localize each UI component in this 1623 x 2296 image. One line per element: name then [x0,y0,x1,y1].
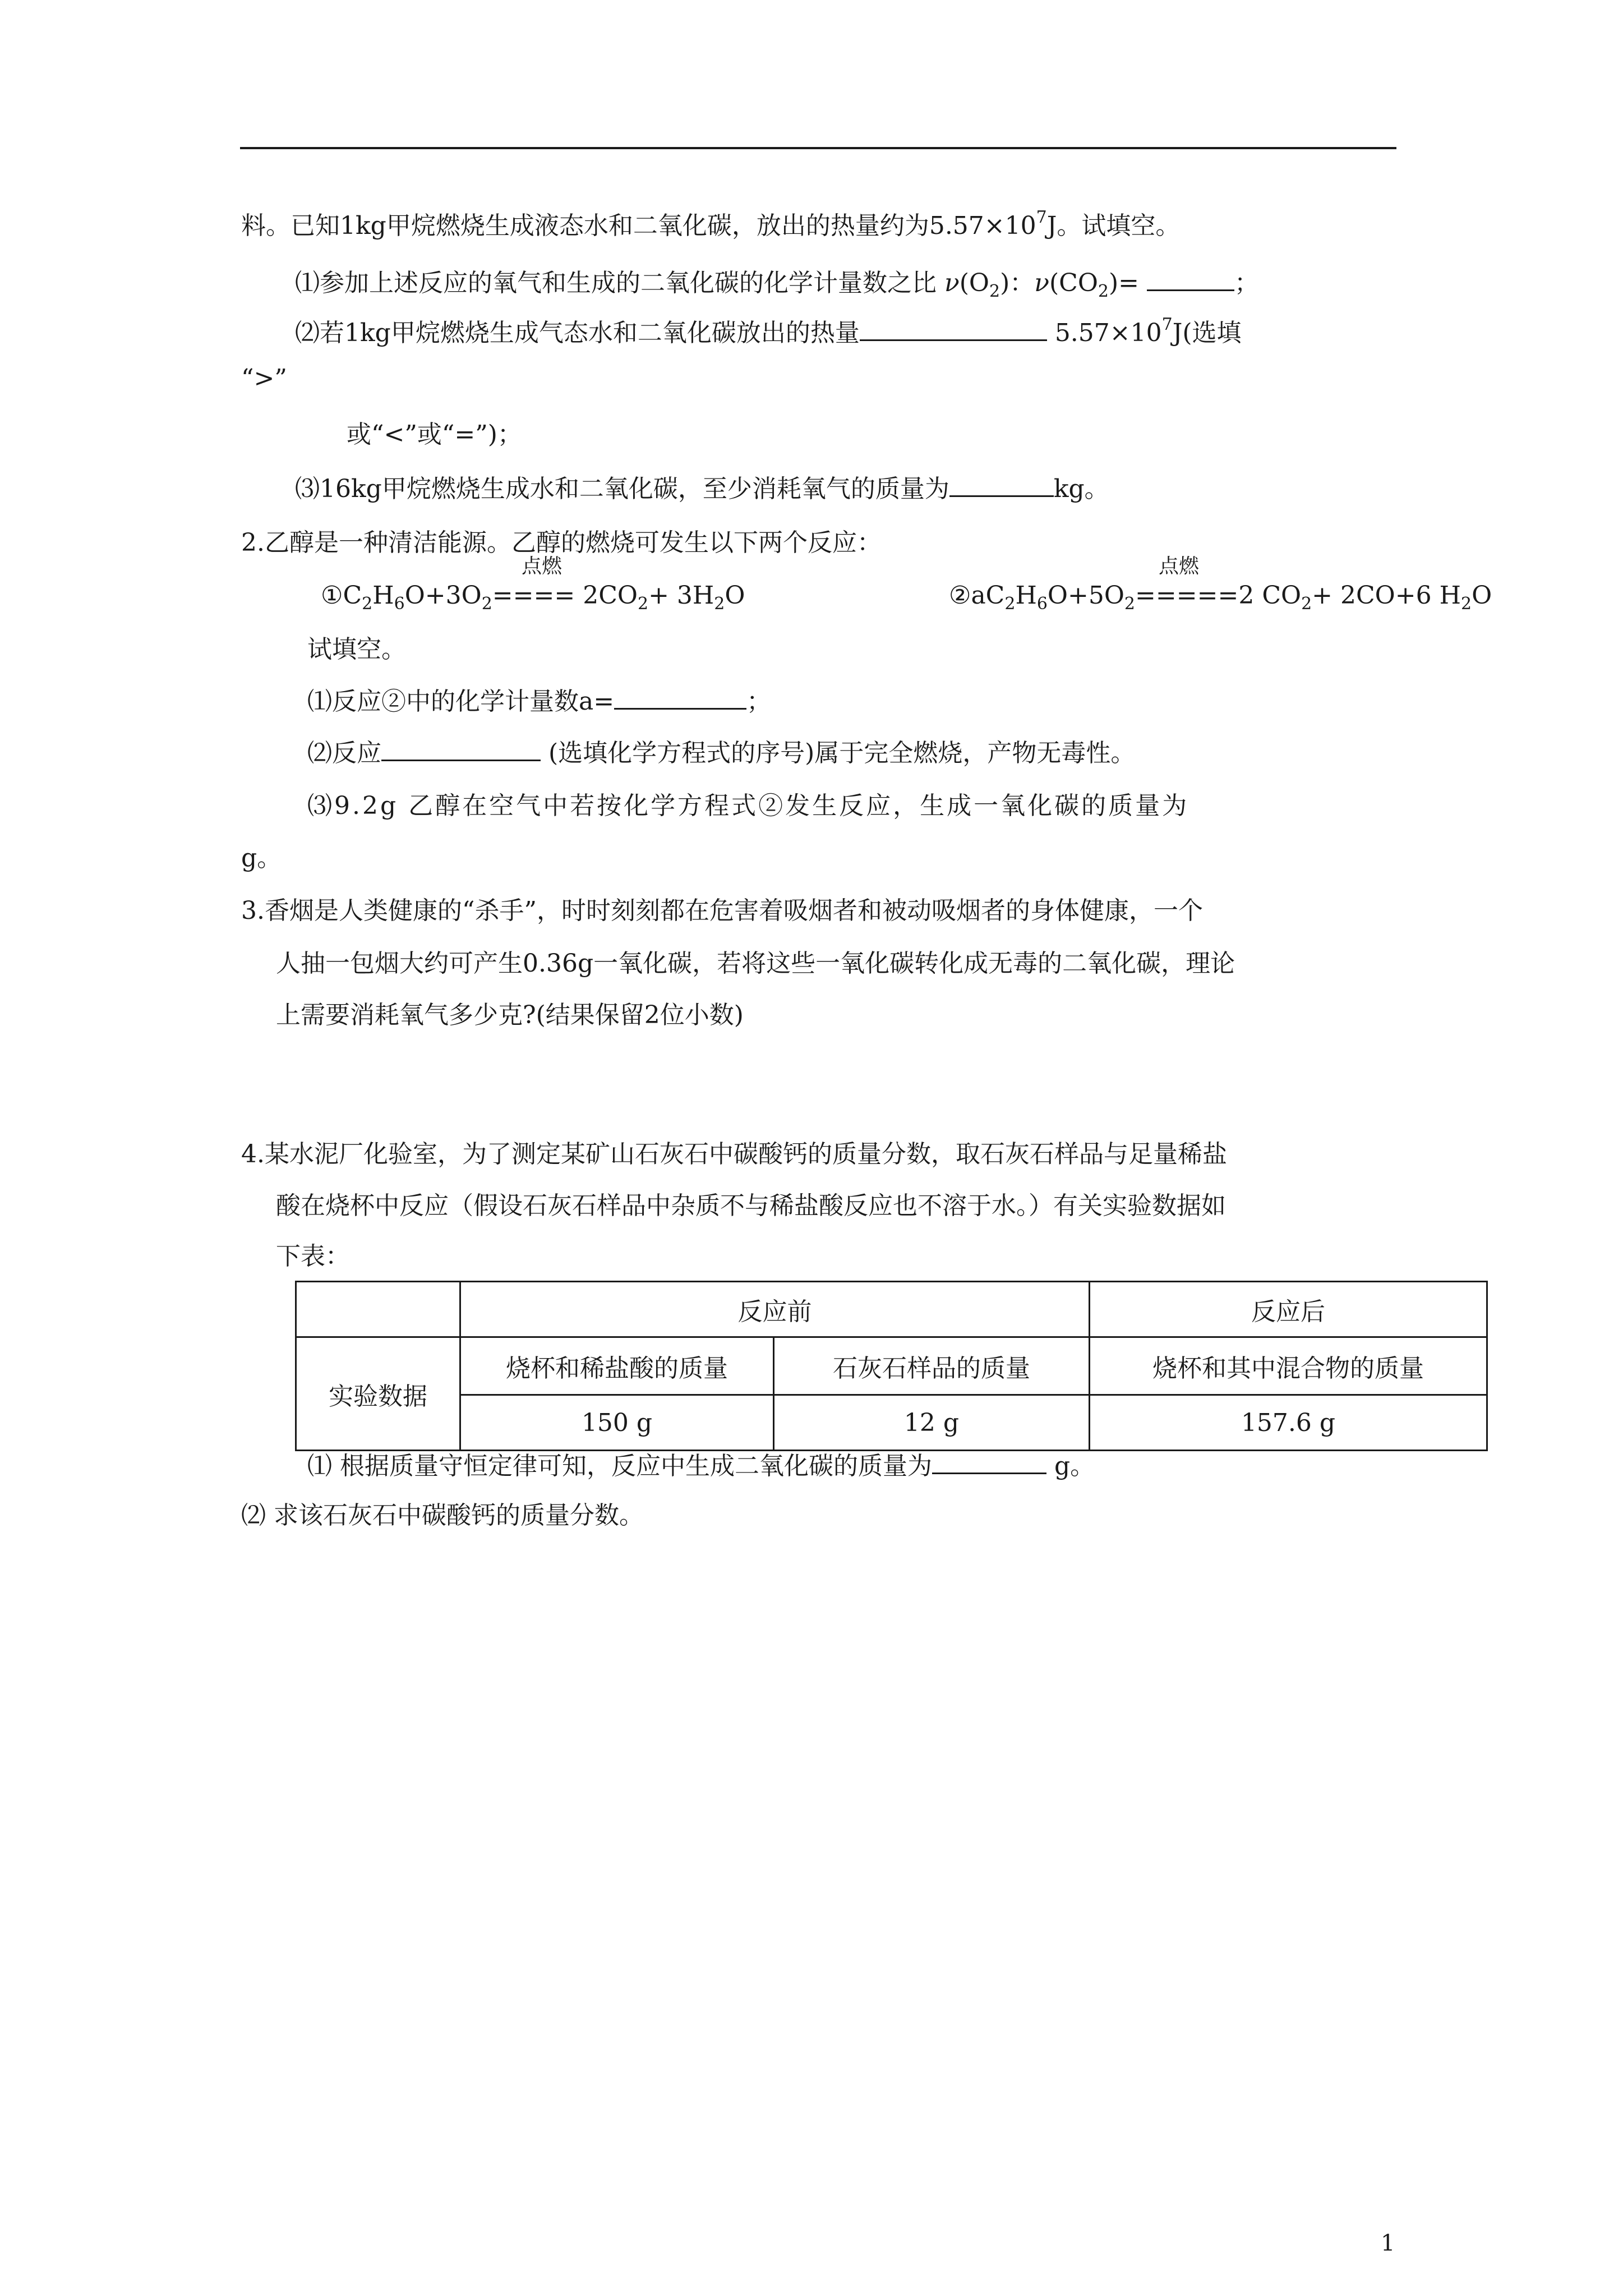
q4-part1-answer-blank[interactable] [932,1450,1046,1474]
q3-line1: 3.香烟是人类健康的“杀手”，时时刻刻都在危害着吸烟者和被动吸烟者的身体健康，一个 [241,896,1203,925]
equation-2: $②aC_2H_6O+5O_2=====2$ $CO_2+ 2CO+6$ $H_2O$ [949,581,1492,614]
equation-1: $①C_2H_6O+3O_2==== 2CO_2+ 3H_2O$ [321,581,745,614]
q2-fill-instruction: 试填空。 [307,635,406,664]
q1-part2-answer-blank[interactable] [860,317,1047,341]
table-col-beaker-mixture-mass: 烧杯和其中混合物的质量 [1090,1337,1487,1395]
eq2-condition: 点燃 [1159,555,1200,578]
q2-part3: ⑶9.2g 乙醇在空气中若按化学方程式②发生反应，生成一氧化碳的质量为 [307,792,1189,820]
q4-line3: 下表： [276,1242,350,1271]
table-col-limestone-mass: 石灰石样品的质量 [774,1337,1090,1395]
q1-part2: ⑵若1kg甲烷燃烧生成气态水和二氧化碳放出的热量 $5.57\times 10^7J$(选填 [295,315,1242,347]
q2-intro: 2.乙醇是一种清洁能源。乙醇的燃烧可发生以下两个反应： [241,528,882,557]
table-corner-cell [296,1282,460,1337]
table-header-before: 反应前 [460,1282,1090,1337]
table-cell-value: 150 g [460,1395,774,1451]
q3-line2: 人抽一包烟大约可产生0.36g一氧化碳，若将这些一氧化碳转化成无毒的二氧化碳，理论 [276,949,1235,978]
q4-part2: ⑵ 求该石灰石中碳酸钙的质量分数。 [241,1501,644,1530]
q3-line3: 上需要消耗氧气多少克?(结果保留2位小数) [276,1001,744,1029]
table-row-label: 实验数据 [296,1337,460,1451]
experiment-data-table [295,1281,1488,1451]
page-number: 1 [1381,2230,1395,2256]
q2-part2: ⑵反应 (选填化学方程式的序号)属于完全燃烧，产物无毒性。 [307,737,1135,770]
eq1-condition: 点燃 [522,555,562,578]
q4-line1: 4.某水泥厂化验室，为了测定某矿山石灰石中碳酸钙的质量分数，取石灰石样品与足量稀盐 [241,1140,1227,1168]
table-cell-value: 157.6 g [1090,1395,1487,1451]
q4-line2: 酸在烧杯中反应（假设石灰石样品中杂质不与稀盐酸反应也不溶于水。）有关实验数据如 [276,1191,1226,1220]
table-header-after: 反应后 [1090,1282,1487,1337]
q1-part3: ⑶16kg甲烷燃烧生成水和二氧化碳，至少消耗氧气的质量为 kg。 [295,472,1109,506]
q2-part1-answer-blank[interactable] [614,685,746,710]
table-col-beaker-acid-mass: 烧杯和稀盐酸的质量 [460,1337,774,1395]
q2-part1: ⑴反应②中的化学计量数a= ； [307,685,771,719]
header-rule [240,147,1396,149]
q1-part3-answer-blank[interactable] [949,473,1054,497]
q1-part2-options: 或“<”或“=”)； [347,420,522,449]
q2-part3-unit: g。 [241,844,282,872]
q2-part2-answer-blank[interactable] [381,737,541,761]
q4-part1: ⑴ 根据质量守恒定律可知，反应中生成二氧化碳的质量为 g。 [307,1450,1095,1483]
table-cell-value: 12 g [774,1395,1090,1451]
q1-part1: ⑴参加上述反应的氧气和生成的二氧化碳的化学计量数之比 $\nu(O_2)$：$\nu(CO_2)=$ ； [295,266,1259,300]
q1-intro: 料。已知1kg甲烷燃烧生成液态水和二氧化碳，放出的热量约为$5.57\times 10^7J$。试填空。 [241,208,1181,240]
q1-part1-answer-blank[interactable] [1147,267,1234,291]
q1-part2-quote: “>” [241,364,287,393]
